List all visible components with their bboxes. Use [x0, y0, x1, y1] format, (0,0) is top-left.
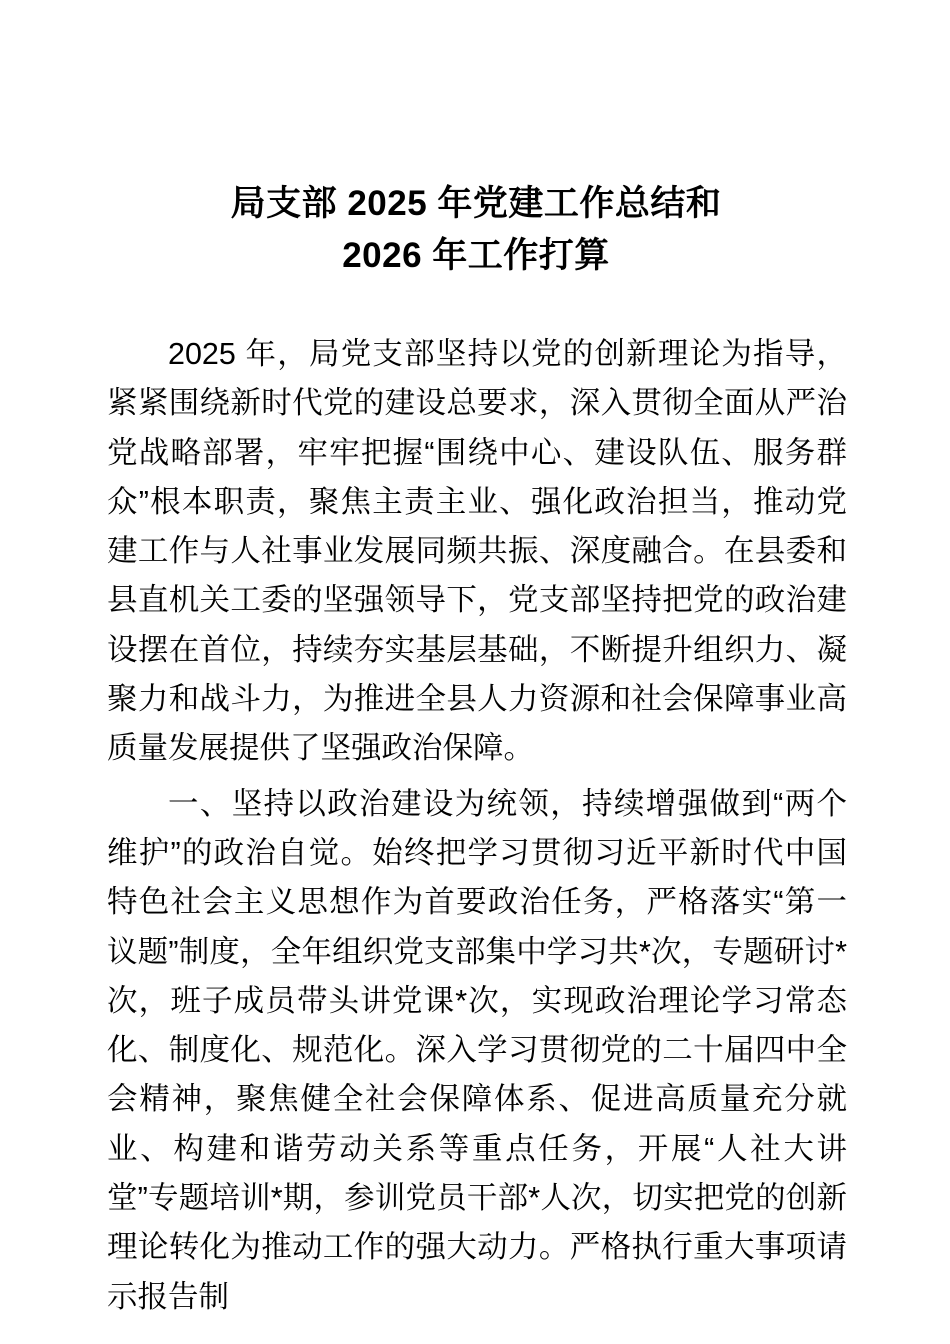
paragraph-intro: 2025 年，局党支部坚持以党的创新理论为指导，紧紧围绕新时代党的建设总要求，深入贯彻全面从严治党战略部署，牢牢把握“围绕中心、建设队伍、服务群众”根本职责，聚焦主责主业、强化政治担当，推动党建工作与人社事业发展同频共振、深度融合。在县委和县直机关工委的坚强领导下，党支部坚持把党的政治建设摆在首位，持续夯实基层基础，不断提升组织力、凝聚力和战斗力，为推进全县人力资源和社会保障事业高质量发展提供了坚强政治保障。	[107, 337, 847, 766]
paragraph-section-one: 一、坚持以政治建设为统领，持续增强做到“两个维护”的政治自觉。始终把学习贯彻习近平新时代中国特色社会主义思想作为首要政治任务，严格落实“第一议题”制度，全年组织党支部集中学习共*次，专题研讨*次，班子成员带头讲党课*次，实现政治理论学习常态化、制度化、规范化。深入学习贯彻党的二十届四中全会精神，聚焦健全社会保障体系、促进高质量充分就业、构建和谐劳动关系等重点任务，开展“人社大讲堂”专题培训*期，参训党员干部*人次，切实把党的创新理论转化为推动工作的强大动力。严格执行重大事项请示报告制	[107, 786, 847, 1314]
document-title	[107, 178, 845, 282]
document-body	[107, 330, 847, 1322]
document-title-line-2: 2026 年工作打算	[342, 236, 610, 275]
document-title-line-1: 局支部 2025 年党建工作总结和	[230, 184, 722, 223]
